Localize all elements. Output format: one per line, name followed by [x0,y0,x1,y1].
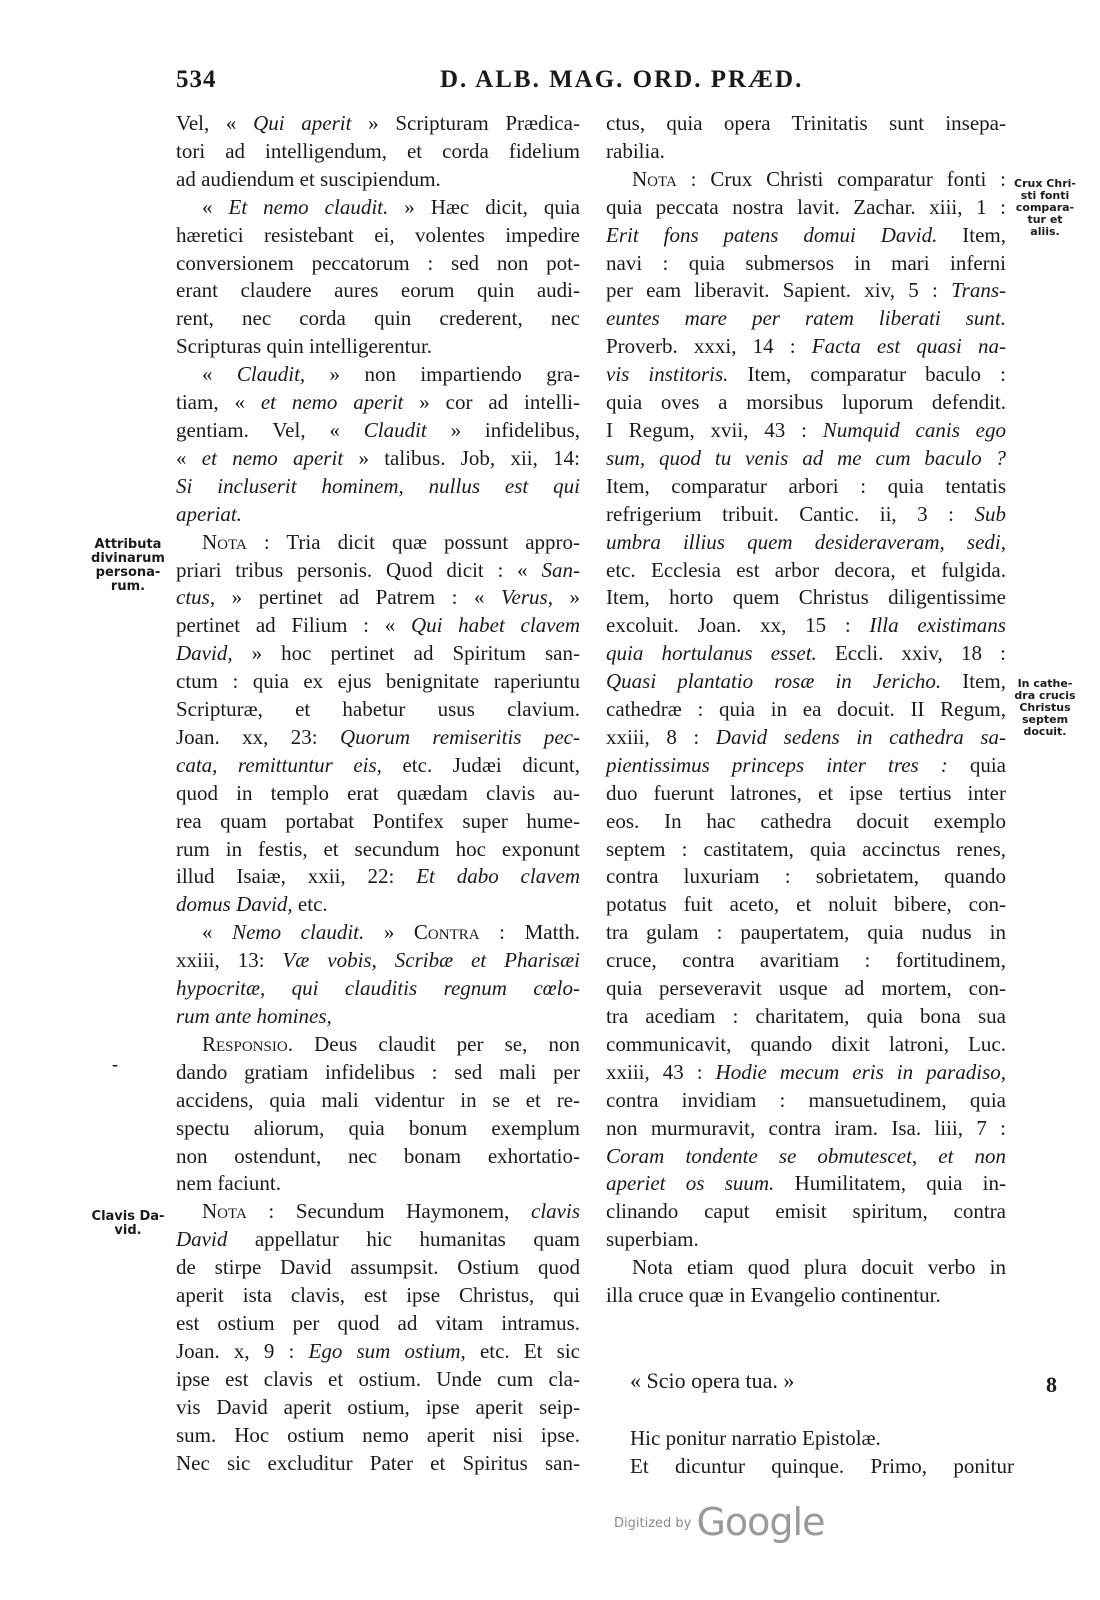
left-column-line: ctum : quia ex ejus benignitate raperiuntu [176,669,580,694]
left-column-line: rum in festis, et secundum hoc exponunt [176,836,580,861]
margin-note-cathedra: In cathe-dra crucis Christus septem docuit. [1014,677,1076,738]
left-column-line: erant claudere aures eorum quin audi- [176,278,580,303]
right-column-line: Nota etiam quod plura docuit verbo in [632,1255,1006,1280]
right-column-line: quia oves a morsibus luporum defendit. [606,390,1006,415]
left-column-line: nem faciunt. [176,1171,281,1196]
right-column [606,110,1006,1310]
right-column-line: etc. Ecclesia est arbor decora, et fulgida. [606,557,1006,582]
margin-note-crux: Crux Chri-sti fonti compara-tur et aliis. [1014,177,1076,238]
left-column-line: hæretici resistebant ei, volentes impedire [176,222,580,247]
left-column-line: non ostendunt, nec bonam exhortatio- [176,1143,580,1168]
right-column-line: Nota : Crux Christi comparatur fonti : [632,166,1006,191]
right-column-line: excoluit. Joan. xx, 15 : Illa existimans [606,613,1006,638]
left-column-line: Si incluserit hominem, nullus est qui [176,473,580,498]
right-column-line: cathedræ : quia in ea docuit. II Regum, [606,697,1006,722]
left-column-line: David, » hoc pertinet ad Spiritum san- [176,641,580,666]
right-column-line: Erit fons patens domui David. Item, [606,222,1006,247]
right-column-line: cruce, contra avaritiam : fortitudinem, [606,948,1006,973]
right-column-line: vis institoris. Item, comparatur baculo : [606,362,1006,387]
left-column-line: rum ante homines, [176,1004,332,1028]
left-column-line: quod in templo erat quædam clavis au- [176,780,580,805]
right-column-line: contra luxuriam : sobrietatem, quando [606,864,1006,889]
right-column-line: quia perseveravit usque ad mortem, con- [606,976,1006,1001]
right-column-line: potatus fuit aceto, et noluit bibere, con- [606,892,1006,917]
right-column-line: navi : quia submersos in mari inferni [606,250,1006,275]
right-column-line: tra gulam : paupertatem, quia nudus in [606,920,1006,945]
right-column-line: refrigerium tribuit. Cantic. ii, 3 : Sub [606,501,1006,526]
left-column-line: illud Isaiæ, xxii, 22: Et dabo clavem [176,864,581,889]
left-column-line: tori ad intelligendum, et corda fidelium [176,138,580,163]
left-column-line: domus David, etc. [176,892,328,917]
left-column-line: Nota : Secundum Haymonem, clavis [202,1199,580,1224]
right-column-line: superbiam. [606,1227,699,1252]
right-column-line: euntes mare per ratem liberati sunt. [606,306,1006,331]
left-column-line: Joan. xx, 23: Quorum remiseritis pec- [176,724,580,749]
right-column-line: xxiii, 43 : Hodie mecum eris in paradiso, [606,1059,1006,1084]
lemma-text: « Scio opera tua. » [630,1368,795,1393]
google-watermark [614,1500,824,1544]
left-column-line: ipse est clavis et ostium. Unde cum cla- [176,1366,580,1391]
left-column-line: rent, nec corda quin crederent, nec [176,306,580,331]
right-column-line: umbra illius quem desideraveram, sedi, [606,529,1006,554]
right-column-line: Coram tondente se obmutescet, et non [606,1143,1006,1168]
right-column-line: sum, quod tu venis ad me cum baculo ? [606,445,1006,470]
right-column-line: rabilia. [606,138,665,163]
left-column-line: Responsio. Deus claudit per se, non [202,1031,580,1056]
right-column-line: Item, horto quem Christus diligentissime [606,585,1006,610]
left-column-line: xxiii, 13: Væ vobis, Scribæ et Pharisæi [176,948,581,973]
page-number: 534 [176,66,217,93]
left-column-line: ctus, » pertinet ad Patrem : « Verus, » [176,585,580,610]
left-column-line: dando gratiam infidelibus : sed mali per [176,1059,580,1084]
right-column-line: I Regum, xvii, 43 : Numquid canis ego [606,417,1006,442]
left-column-line: tiam, « et nemo aperit » cor ad intelli- [176,390,581,415]
left-column-line: de stirpe David assumpsit. Ostium quod [176,1255,580,1280]
right-column-line: pientissimus princeps inter tres : quia [606,752,1006,777]
left-column-line: pertinet ad Filium : « Qui habet clavem [176,613,581,638]
section-marker: 8 [1046,1372,1057,1397]
watermark-prefix: Digitized by [614,1516,692,1531]
right-column-line: quia peccata nostra lavit. Zachar. xiii, 1 : [606,194,1006,219]
right-column-line: tra acediam : charitatem, quia bona sua [606,1004,1006,1028]
right-column-line: quia hortulanus esset. Eccli. xxiv, 18 : [606,641,1006,666]
left-column-line: « et nemo aperit » talibus. Job, xii, 14: [176,445,580,470]
right-column-line: eos. In hac cathedra docuit exemplo [606,808,1006,833]
left-column-line: « Claudit, » non impartiendo gra- [202,362,580,387]
right-column-line: xxiii, 8 : David sedens in cathedra sa- [606,724,1006,749]
watermark-brand: Google [696,1500,825,1544]
left-column-line: Vel, « Qui aperit » Scripturam Prædica- [176,111,580,135]
left-column-line: accidens, quia mali videntur in se et re- [176,1087,580,1112]
right-column-line: communicavit, quando dixit latroni, Luc. [606,1031,1006,1056]
right-column-line: ctus, quia opera Trinitatis sunt insepa- [606,111,1006,135]
left-column-line: rea quam portabat Pontifex super hume- [176,808,580,833]
margin-note-attributa: Attributa divinarum persona-rum. [91,537,165,594]
left-column-line: « Et nemo claudit. » Hæc dicit, quia [202,194,580,219]
narration-line-2: Et dicuntur quinque. Primo, ponitur [630,1454,1014,1478]
left-column-line: vis David aperit ostium, ipse aperit seip- [176,1394,580,1419]
right-column-line: septem : castitatem, quia accinctus renes, [606,836,1006,861]
left-column-line: cata, remittuntur eis, etc. Judæi dicunt, [176,752,581,777]
left-column-line: Scripturæ, et habetur usus clavium. [176,697,580,722]
left-column-line: ad audiendum et suscipiendum. [176,166,441,191]
left-column-line: Nec sic excluditur Pater et Spiritus san- [176,1450,580,1475]
left-column-line: conversionem peccatorum : sed non pot- [176,250,580,275]
left-column-line: Nota : Tria dicit quæ possunt appro- [202,529,580,554]
right-column-line: contra invidiam : mansuetudinem, quia [606,1087,1006,1112]
right-column-line: aperiet os suum. Humilitatem, quia in- [606,1171,1006,1196]
left-column-line: Joan. x, 9 : Ego sum ostium, etc. Et sic [176,1338,581,1363]
right-column-line: Item, comparatur arbori : quia tentatis [606,473,1006,498]
right-column-line: Quasi plantatio rosæ in Jericho. Item, [606,669,1006,694]
narration-line-1: Hic ponitur narratio Epistolæ. [630,1426,881,1450]
left-column-line: est ostium per quod ad vitam intramus. [176,1310,580,1335]
left-column-line: aperit ista clavis, est ipse Christus, qui [176,1283,580,1308]
left-column-line: gentiam. Vel, « Claudit » infidelibus, [176,417,580,442]
left-column-line: hypocritæ, qui clauditis regnum cœlo- [176,976,580,1001]
left-column-line: spectu aliorum, quia bonum exemplum [176,1115,580,1140]
left-column-line: sum. Hoc ostium nemo aperit nisi ipse. [176,1422,580,1447]
right-column-line: Proverb. xxxi, 14 : Facta est quasi na- [606,334,1007,359]
margin-dash: - [112,1054,118,1074]
left-column-line: David appellatur hic humanitas quam [176,1227,580,1252]
running-head: D. ALB. MAG. ORD. PRÆD. [440,66,804,93]
left-column-line: priari tribus personis. Quod dicit : « San- [176,557,580,582]
right-column-line: per eam liberavit. Sapient. xiv, 5 : Trans- [606,278,1006,303]
left-column-line: Scripturas quin intelligerentur. [176,334,433,359]
right-column-line: duo fuerunt latrones, et ipse tertius inter [606,780,1006,805]
right-column-line: illa cruce quæ in Evangelio continentur. [606,1283,941,1308]
right-column-line: non murmuravit, contra iram. Isa. liii, 7 : [606,1115,1006,1140]
left-column-line: aperiat. [176,501,242,526]
left-column-line: « Nemo claudit. » Contra : Matth. [202,920,581,945]
margin-note-clavis: Clavis Da-vid. [91,1209,165,1238]
right-column-line: clinando caput emisit spiritum, contra [606,1199,1006,1224]
left-column [176,110,580,1477]
